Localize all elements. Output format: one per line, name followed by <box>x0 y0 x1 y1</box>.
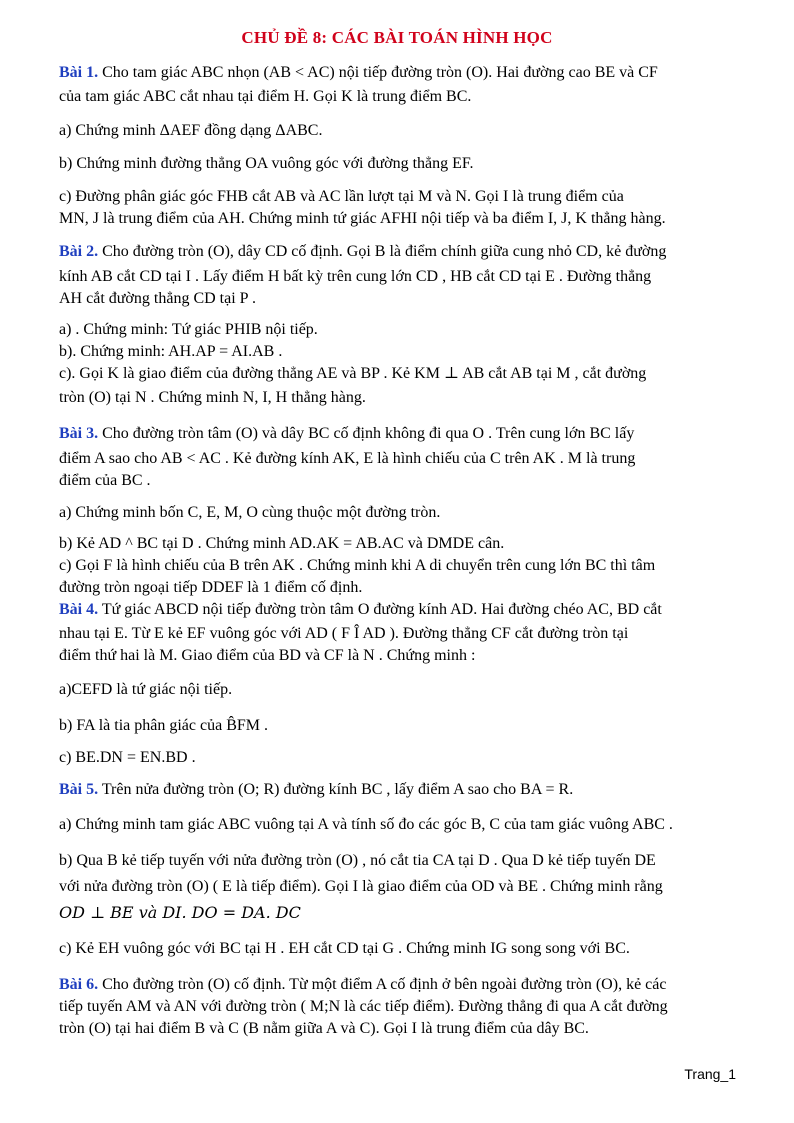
problem-5-part-b-line-1: b) Qua B kẻ tiếp tuyến với nửa đường tròn (O) , nó cắt tia CA tại D . Qua D kẻ tiếp tuyến DE <box>59 852 656 869</box>
problem-3-label: Bài 3. <box>59 425 99 442</box>
problem-3-line-3: điểm của BC . <box>59 472 151 489</box>
page-title: CHỦ ĐỀ 8: CÁC BÀI TOÁN HÌNH HỌC <box>241 28 553 47</box>
problem-5-line-1: Bài 5. Trên nửa đường tròn (O; R) đường kính BC , lấy điểm A sao cho BA = R. <box>59 781 574 798</box>
problem-5-label: Bài 5. <box>59 781 99 798</box>
problem-3-line-1: Bài 3. Cho đường tròn tâm (O) và dây BC cố định không đi qua O . Trên cung lớn BC lấy <box>59 425 635 442</box>
problem-6-line-1: Bài 6. Cho đường tròn (O) cố định. Từ một điểm A cố định ở bên ngoài đường tròn (O), kẻ các <box>59 976 667 993</box>
problem-1-part-b: b) Chứng minh đường thẳng OA vuông góc với đường thẳng EF. <box>59 155 474 172</box>
problem-4-line-3: điểm thứ hai là M. Giao điểm của BD và CF là N . Chứng minh : <box>59 647 476 664</box>
problem-6-label: Bài 6. <box>59 976 99 993</box>
problem-2-line-1: Bài 2. Cho đường tròn (O), dây CD cố định. Gọi B là điểm chính giữa cung nhỏ CD, kẻ đường <box>59 243 667 260</box>
problem-1-line-2: của tam giác ABC cắt nhau tại điểm H. Gọi K là trung điểm BC. <box>59 88 472 105</box>
problem-3-line-2: điểm A sao cho AB < AC . Kẻ đường kính AK, E là hình chiếu của C trên AK . M là trung <box>59 450 636 467</box>
problem-3-part-a: a) Chứng minh bốn C, E, M, O cùng thuộc một đường tròn. <box>59 504 441 521</box>
problem-6-line-3: tròn (O) tại hai điểm B và C (B nằm giữa A và C). Gọi I là trung điểm của dây BC. <box>59 1020 589 1037</box>
page-number: Trang_1 <box>684 1066 736 1082</box>
problem-4-line-2: nhau tại E. Từ E kẻ EF vuông góc với AD ( F Î AD ). Đường thẳng CF cắt đường tròn tại <box>59 625 629 642</box>
problem-3-part-c-line-1: c) Gọi F là hình chiếu của B trên AK . Chứng minh khi A di chuyển trên cung lớn BC thì tâm <box>59 557 656 574</box>
problem-5-part-b-line-2: với nửa đường tròn (O) ( E là tiếp điểm). Gọi I là giao điểm của OD và BE . Chứng minh rằng <box>59 878 663 895</box>
problem-4-line-1: Bài 4. Tứ giác ABCD nội tiếp đường tròn tâm O đường kính AD. Hai đường chéo AC, BD cắt <box>59 601 662 618</box>
problem-4-part-b: b) FA là tia phân giác của B̂FM . <box>59 717 268 734</box>
problem-2-line-3: AH cắt đường thẳng CD tại P . <box>59 290 256 307</box>
problem-1-part-c-line-1: c) Đường phân giác góc FHB cắt AB và AC lần lượt tại M và N. Gọi I là trung điểm của <box>59 188 624 205</box>
problem-2-label: Bài 2. <box>59 243 99 260</box>
problem-2-line-2: kính AB cắt CD tại I . Lấy điểm H bất kỳ trên cung lớn CD , HB cắt CD tại E . Đường thẳng <box>59 268 652 285</box>
problem-6-line-2: tiếp tuyến AM và AN với đường tròn ( M;N là các tiếp điểm). Đường thẳng đi qua A cắt đường <box>59 998 668 1015</box>
problem-4-part-c: c) BE.DN = EN.BD . <box>59 749 196 766</box>
problem-2-part-a: a) . Chứng minh: Tứ giác PHIB nội tiếp. <box>59 321 318 338</box>
problem-4-part-a: a)CEFD là tứ giác nội tiếp. <box>59 681 233 698</box>
problem-1-line-1: Bài 1. Cho tam giác ABC nhọn (AB < AC) nội tiếp đường tròn (O). Hai đường cao BE và CF <box>59 64 658 81</box>
problem-1-part-a: a) Chứng minh ΔAEF đồng dạng ΔABC. <box>59 122 323 139</box>
problem-5-part-a: a) Chứng minh tam giác ABC vuông tại A và tính số đo các góc B, C của tam giác vuông ABC . <box>59 816 673 833</box>
problem-2-part-c-line-1: c). Gọi K là giao điểm của đường thẳng AE và BP . Kẻ KM ⊥ AB cắt AB tại M , cắt đường <box>59 365 647 382</box>
problem-2-part-c-line-2: tròn (O) tại N . Chứng minh N, I, H thẳng hàng. <box>59 389 366 406</box>
problem-3-part-c-line-2: đường tròn ngoại tiếp DDEF là 1 điểm cố định. <box>59 579 363 596</box>
problem-5-part-b-line-3: OD ⊥ BE và DI. DO = DA. DC <box>59 903 301 922</box>
problem-1-part-c-line-2: MN, J là trung điểm của AH. Chứng minh tứ giác AFHI nội tiếp và ba điểm I, J, K thẳng hàng. <box>59 210 666 227</box>
problem-4-label: Bài 4. <box>59 601 99 618</box>
content <box>59 62 739 1040</box>
problem-1-label: Bài 1. <box>59 64 99 81</box>
problem-2-part-b: b). Chứng minh: AH.AP = AI.AB . <box>59 343 283 360</box>
problem-5-part-c: c) Kẻ EH vuông góc với BC tại H . EH cắt CD tại G . Chứng minh IG song song với BC. <box>59 940 630 957</box>
problem-3-part-b: b) Kẻ AD ^ BC tại D . Chứng minh AD.AK = AB.AC và DMDE cân. <box>59 535 505 552</box>
